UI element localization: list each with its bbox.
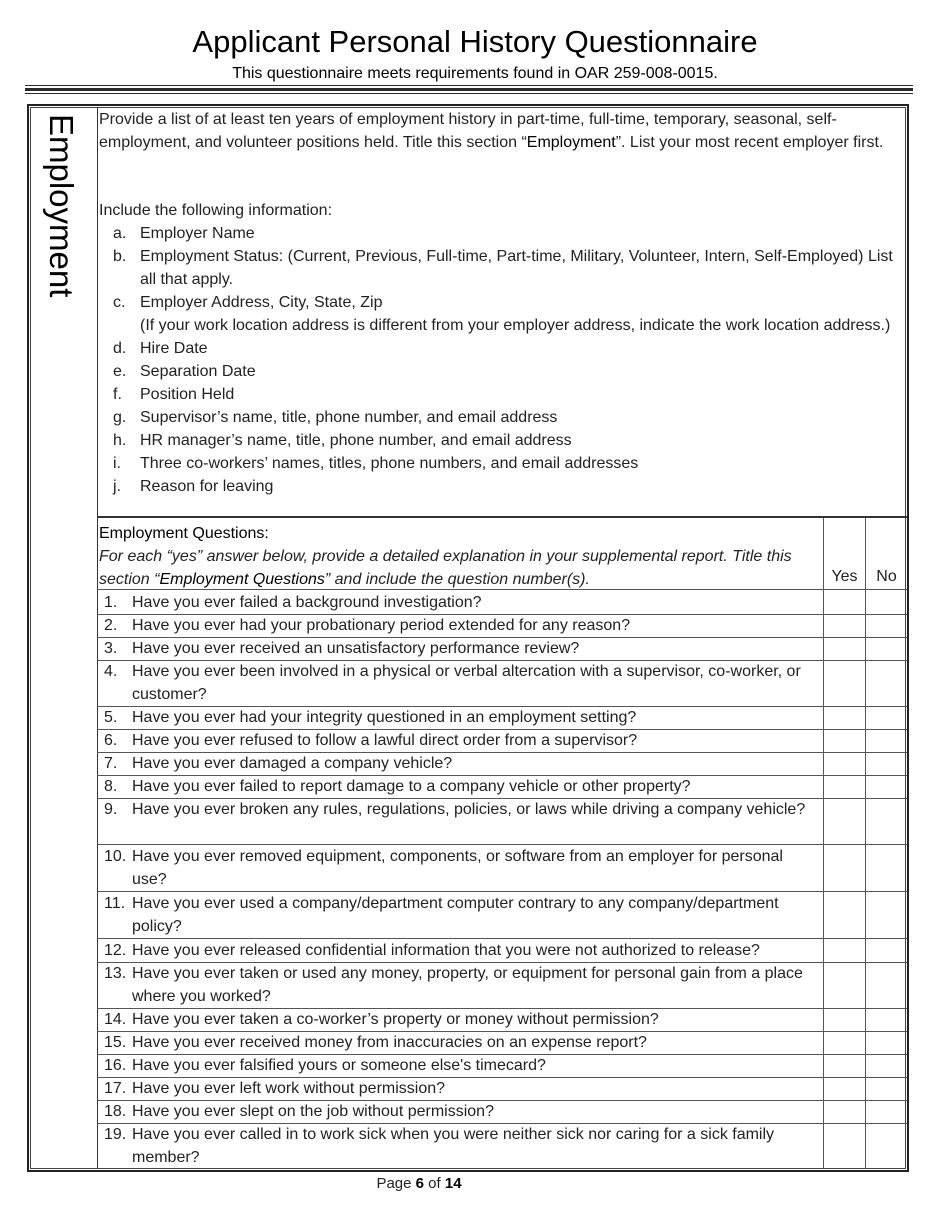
footer-of-word: of	[428, 1175, 441, 1192]
yes-answer-cell[interactable]	[825, 1077, 863, 1100]
question-text: Have you ever been involved in a physical or verbal altercation with a supervisor, co-worker, or customer?	[132, 663, 801, 703]
info-list-marker: f.	[113, 386, 122, 403]
question-number: 7.	[104, 755, 118, 772]
yes-answer-cell[interactable]	[825, 637, 863, 660]
info-list-marker: h.	[113, 432, 127, 449]
info-list-item	[99, 475, 899, 498]
yes-answer-cell[interactable]	[825, 1054, 863, 1077]
question-number: 13.	[104, 965, 127, 982]
no-answer-cell[interactable]	[867, 775, 905, 798]
yes-answer-cell[interactable]	[825, 660, 863, 706]
yes-answer-cell[interactable]	[825, 1031, 863, 1054]
yes-answer-cell[interactable]	[825, 1123, 863, 1169]
instructions-part1: For each “yes” answer below, provide a detailed explanation in your supplemental report. Title this section “	[99, 548, 792, 588]
question-number: 16.	[104, 1057, 127, 1074]
question-row	[99, 706, 821, 729]
info-list-item	[99, 291, 899, 314]
info-list-item	[99, 383, 899, 406]
info-list-item	[99, 314, 899, 337]
instructions-bold: Employment Questions	[159, 571, 325, 588]
question-row	[99, 614, 821, 637]
info-list-text: Employer Address, City, State, Zip	[140, 294, 383, 311]
info-list-text: Employment Status: (Current, Previous, Full-time, Part-time, Military, Volunteer, Intern, Self-Employed) List all that apply.	[140, 248, 893, 288]
info-list-item	[99, 452, 899, 475]
question-row	[99, 591, 821, 614]
question-text: Have you ever refused to follow a lawful direct order from a supervisor?	[132, 732, 638, 749]
intro-text-part1: Provide a list of at least ten years of employment history in part-time, full-time, temporary, seasonal, self-employment, and volunteer positions held. Title this section “	[99, 111, 837, 151]
question-text: Have you ever falsified yours or someone else's timecard?	[132, 1057, 546, 1074]
question-row	[99, 1054, 821, 1077]
question-number: 12.	[104, 942, 127, 959]
question-text: Have you ever received an unsatisfactory performance review?	[132, 640, 580, 657]
intro-text-bold: Employment	[526, 134, 616, 151]
yes-answer-cell[interactable]	[825, 729, 863, 752]
question-row	[99, 1031, 821, 1054]
no-answer-cell[interactable]	[867, 798, 905, 844]
info-list-item	[99, 406, 899, 429]
question-text: Have you ever called in to work sick when you were neither sick nor caring for a sick family member?	[132, 1126, 775, 1166]
question-row	[99, 1008, 821, 1031]
question-text: Have you ever failed to report damage to a company vehicle or other property?	[132, 778, 691, 795]
questions-header	[99, 522, 821, 591]
info-list-item	[99, 222, 899, 245]
question-text: Have you ever released confidential information that you were not authorized to release?	[132, 942, 760, 959]
question-number: 15.	[104, 1034, 127, 1051]
info-list-item	[99, 429, 899, 452]
info-list-marker: c.	[113, 294, 126, 311]
question-text: Have you ever had your integrity questioned in an employment setting?	[132, 709, 637, 726]
question-number: 5.	[104, 709, 118, 726]
question-number: 1.	[104, 594, 118, 611]
question-row	[99, 729, 821, 752]
footer-page-current: 6	[415, 1175, 424, 1192]
question-text: Have you ever used a company/department computer contrary to any company/department policy?	[132, 895, 779, 935]
section-label: Employment	[43, 114, 80, 298]
page-title: Applicant Personal History Questionnaire	[192, 24, 758, 59]
header-rule-thin	[25, 85, 913, 86]
question-row	[99, 637, 821, 660]
no-answer-cell[interactable]	[867, 1031, 905, 1054]
questions-heading: Employment Questions:	[99, 525, 269, 542]
no-answer-cell[interactable]	[867, 845, 905, 891]
info-list-text: (If your work location address is different from your employer address, indicate the work location address.)	[140, 317, 891, 334]
info-list-text: Employer Name	[140, 225, 255, 242]
no-answer-cell[interactable]	[867, 660, 905, 706]
question-number: 9.	[104, 801, 118, 818]
info-list-marker: j.	[113, 478, 121, 495]
yes-answer-cell[interactable]	[825, 752, 863, 775]
yes-answer-cell[interactable]	[825, 939, 863, 962]
question-row	[99, 752, 821, 775]
info-list-marker: e.	[113, 363, 127, 380]
question-row	[99, 1100, 821, 1123]
yes-answer-cell[interactable]	[825, 1008, 863, 1031]
question-text: Have you ever removed equipment, components, or software from an employer for personal use?	[132, 848, 783, 888]
info-list-marker: b.	[113, 248, 127, 265]
question-number: 17.	[104, 1080, 127, 1097]
question-number: 10.	[104, 848, 127, 865]
yes-answer-cell[interactable]	[825, 1100, 863, 1123]
yes-answer-cell[interactable]	[825, 962, 863, 1008]
question-row	[99, 845, 821, 891]
question-number: 6.	[104, 732, 118, 749]
info-list-text: Three co-workers’ names, titles, phone numbers, and email addresses	[140, 455, 639, 472]
question-text: Have you ever damaged a company vehicle?	[132, 755, 453, 772]
question-row	[99, 660, 821, 706]
question-row	[99, 798, 821, 844]
yes-answer-cell[interactable]	[825, 614, 863, 637]
no-answer-cell[interactable]	[867, 706, 905, 729]
no-answer-cell[interactable]	[867, 591, 905, 614]
question-row	[99, 1077, 821, 1100]
no-answer-cell[interactable]	[867, 614, 905, 637]
question-text: Have you ever taken a co-worker’s property or money without permission?	[132, 1011, 659, 1028]
question-row	[99, 962, 821, 1008]
header-rule-thin-lower	[25, 93, 913, 94]
questions-instructions	[99, 545, 821, 591]
no-column-header: No	[876, 568, 897, 585]
no-answer-cell[interactable]	[867, 1100, 905, 1123]
question-number: 3.	[104, 640, 118, 657]
info-list-text: Position Held	[140, 386, 235, 403]
questions-header-rule	[97, 589, 907, 590]
question-row	[99, 939, 821, 962]
info-list-text: Separation Date	[140, 363, 256, 380]
yes-answer-cell[interactable]	[825, 706, 863, 729]
info-list-text: Reason for leaving	[140, 478, 274, 495]
yes-column-header: Yes	[831, 568, 858, 585]
info-list-item	[99, 360, 899, 383]
yes-answer-cell[interactable]	[825, 591, 863, 614]
no-answer-cell[interactable]	[867, 1123, 905, 1169]
no-answer-cell[interactable]	[867, 939, 905, 962]
yes-answer-cell[interactable]	[825, 892, 863, 938]
include-label: Include the following information:	[99, 202, 333, 219]
question-text: Have you ever taken or used any money, property, or equipment for personal gain from a place where you worked?	[132, 965, 803, 1005]
info-list-marker: a.	[113, 225, 127, 242]
header-rule-thick	[25, 88, 913, 91]
info-list-marker: d.	[113, 340, 127, 357]
question-number: 19.	[104, 1126, 127, 1143]
yes-answer-cell[interactable]	[825, 775, 863, 798]
info-list-text: Hire Date	[140, 340, 208, 357]
no-answer-cell[interactable]	[867, 962, 905, 1008]
question-text: Have you ever failed a background investigation?	[132, 594, 482, 611]
instructions-part2: ” and include the question number(s).	[324, 571, 590, 588]
question-number: 4.	[104, 663, 118, 680]
no-answer-cell[interactable]	[867, 1008, 905, 1031]
info-list-marker: g.	[113, 409, 127, 426]
question-number: 18.	[104, 1103, 127, 1120]
no-answer-cell[interactable]	[867, 892, 905, 938]
question-row	[99, 892, 821, 938]
intro-bottom-rule	[97, 516, 907, 518]
question-text: Have you ever received money from inaccuracies on an expense report?	[132, 1034, 647, 1051]
question-number: 11.	[104, 895, 126, 912]
footer-page-word: Page	[376, 1175, 412, 1192]
info-list	[99, 222, 899, 498]
section-intro	[99, 108, 907, 154]
question-row	[99, 775, 821, 798]
question-text: Have you ever left work without permission?	[132, 1080, 446, 1097]
question-number: 8.	[104, 778, 118, 795]
yes-answer-cell[interactable]	[825, 798, 863, 844]
intro-text-part2: ”. List your most recent employer first.	[615, 134, 884, 151]
no-answer-cell[interactable]	[867, 752, 905, 775]
question-row	[99, 1123, 821, 1169]
yes-answer-cell[interactable]	[825, 845, 863, 891]
footer-page-total: 14	[444, 1175, 462, 1192]
question-number: 2.	[104, 617, 118, 634]
info-list-item	[99, 337, 899, 360]
question-text: Have you ever slept on the job without permission?	[132, 1103, 494, 1120]
page-footer	[0, 1174, 838, 1194]
no-answer-cell[interactable]	[867, 729, 905, 752]
info-list-text: Supervisor’s name, title, phone number, and email address	[140, 409, 558, 426]
no-answer-cell[interactable]	[867, 637, 905, 660]
info-list-text: HR manager’s name, title, phone number, and email address	[140, 432, 572, 449]
page-subtitle: This questionnaire meets requirements found in OAR 259-008-0015.	[232, 65, 718, 82]
question-number: 14.	[104, 1011, 127, 1028]
question-text: Have you ever had your probationary period extended for any reason?	[132, 617, 631, 634]
info-list-marker: i.	[113, 455, 121, 472]
info-list-item	[99, 245, 899, 291]
section-label-divider	[97, 107, 98, 1169]
question-text: Have you ever broken any rules, regulations, policies, or laws while driving a company vehicle?	[132, 801, 806, 818]
no-answer-cell[interactable]	[867, 1077, 905, 1100]
no-answer-cell[interactable]	[867, 1054, 905, 1077]
